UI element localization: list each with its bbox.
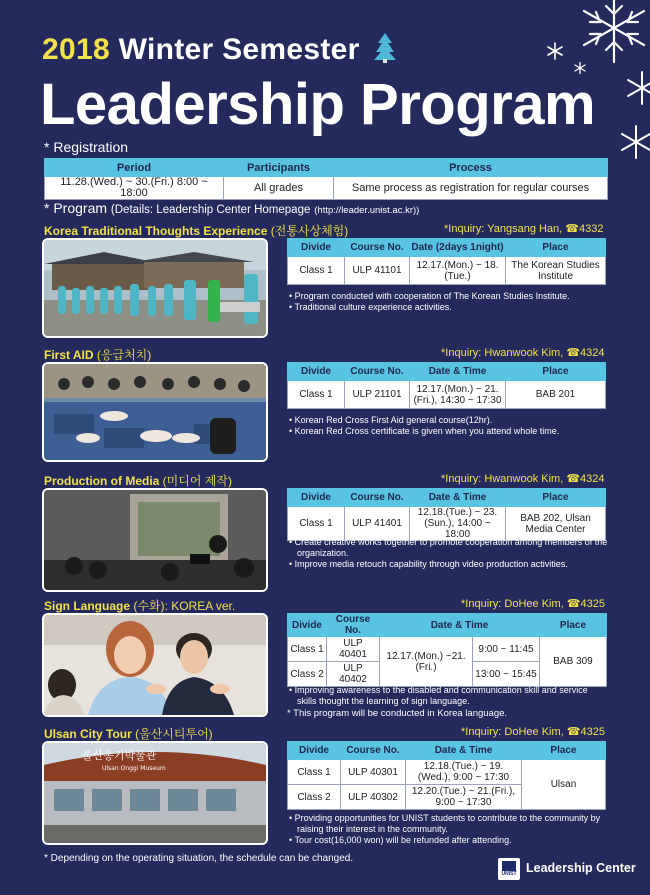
table-cell: ULP 41401 [345,507,410,541]
schedule-note: * Depending on the operating situation, the schedule can be changed. [44,853,354,864]
column-header: Date & Time [410,363,506,381]
snowflake-decoration-large [578,0,650,70]
column-header: Date (2days 1night) [410,239,506,257]
museum-sign-subtext: Ulsan Onggi Museum [102,765,166,772]
inquiry-contact: *Inquiry: Yangsang Han, ☎4332 [444,223,604,235]
section-title-korean: (응급처치) [93,348,152,362]
section-bullets [289,291,609,313]
section-title-text: First AID [44,348,94,362]
section-bullets [289,813,609,846]
period-cell: 11.28.(Wed.) ~ 30.(Fri.) 8:00 ~ 18:00 [45,177,224,200]
homepage-link[interactable]: (http://leader.unist.ac.kr)) [314,205,420,216]
table-row [288,381,606,409]
table-row [45,177,608,200]
inquiry-contact: *Inquiry: DoHee Kim, ☎4325 [461,726,605,738]
bullet-item: • Improve media retouch capability through video production activities. [289,559,568,569]
section-title-text: Ulsan City Tour [44,727,132,741]
bullet-item: • Korean Red Cross First Aid general course(12hr). [289,415,493,425]
table-row [288,257,606,285]
language-note: * This program will be conducted in Korea language. [287,708,508,719]
table-cell: 12.17.(Mon.) ~ 18.(Tue.) [410,257,506,285]
table-cell: 13:00 ~ 15:45 [473,662,540,687]
section-title-korean: (수화): KOREA ver. [130,599,236,613]
table-cell: ULP 21101 [345,381,410,409]
program-details: (Details: Leadership Center Homepage [110,204,311,216]
section-title-city-tour [44,725,213,742]
table-row [288,637,607,662]
program-label: * Program [44,200,108,216]
column-header: Place [522,742,606,760]
bullet-item: • Program conducted with cooperation of The Korean Studies Institute. [289,291,570,301]
section-title-korean: (미디어 제작) [159,474,232,488]
inquiry-contact: *Inquiry: Hwanwook Kim, ☎4324 [441,473,605,485]
semester-label: Winter Semester [118,33,360,66]
column-header: Course No. [345,239,410,257]
column-header: Divide [288,363,345,381]
table-cell: BAB 201 [506,381,606,409]
sign-language-photo [42,613,268,717]
table-cell: Class 2 [288,785,341,810]
bullet-item: • Create creative works together to promote cooperation among members of the organization. [289,537,608,558]
table-cell: BAB 309 [540,637,607,687]
column-header: Date & Time [410,489,506,507]
bullet-item: • Tour cost(16,000 won) will be refunded after attending. [289,835,512,845]
table-cell: ULP 40401 [327,637,380,662]
table-cell: Class 1 [288,381,345,409]
semester-title [42,33,396,67]
section-title-text: Korea Traditional Thoughts Experience [44,224,268,238]
process-cell: Same process as registration for regular courses [334,177,608,200]
table-cell: Class 1 [288,257,345,285]
column-header: Course No. [345,363,410,381]
christmas-tree-icon [374,33,396,63]
section-title-text: Sign Language [44,599,131,613]
section-bullets [289,537,609,570]
course-table-first-aid [287,362,606,409]
section-title-media [44,472,232,489]
column-header: Date & Time [380,614,540,637]
unist-logo [498,858,520,880]
table-cell: 12.18.(Tue.) ~ 19.(Wed.), 9:00 ~ 17:30 [406,760,522,785]
table-cell: 12.20.(Tue.) ~ 21.(Fri.), 9:00 ~ 17:30 [406,785,522,810]
table-cell: Class 1 [288,507,345,541]
table-cell: Class 1 [288,760,341,785]
column-header: Divide [288,239,345,257]
program-heading [44,200,419,216]
column-header: Course No. [345,489,410,507]
snowflake-decoration [618,124,650,160]
section-bullets [289,415,609,437]
traditional-experience-photo [42,238,268,338]
registration-table [44,158,608,200]
media-production-photo [42,488,268,592]
leadership-center-label: Leadership Center [526,861,636,875]
registration-heading: * Registration [44,139,129,155]
bullet-item: • Traditional culture experience activities. [289,302,452,312]
table-cell: The Korean Studies Institute [506,257,606,285]
column-header: Place [506,363,606,381]
table-cell: Class 2 [288,662,327,687]
column-header: Course No. [341,742,406,760]
snowflake-decoration [546,42,564,60]
bullet-item: • Providing opportunities for UNIST students to contribute to the community by raising their interest in the community. [289,813,601,834]
section-title-sign-language [44,597,235,614]
table-cell: Ulsan [522,760,606,810]
column-header: Divide [288,742,341,760]
snowflake-decoration [624,70,650,106]
course-table-sign-language [287,613,607,687]
course-table-media [287,488,606,541]
section-title-text: Production of Media [44,474,160,488]
program-title: Leadership Program [40,72,596,137]
table-cell: Class 1 [288,637,327,662]
section-title-first-aid [44,346,151,363]
column-header: Divide [288,489,345,507]
section-bullets [289,685,609,707]
section-title-traditional [44,222,348,239]
table-row [288,760,606,785]
city-tour-photo [42,741,268,845]
table-cell: ULP 40402 [327,662,380,687]
column-header: Process [334,159,608,177]
section-title-korean: (전통사상체험) [267,224,349,238]
inquiry-contact: *Inquiry: DoHee Kim, ☎4325 [461,598,605,610]
course-table-city-tour [287,741,606,810]
participants-cell: All grades [224,177,334,200]
bullet-item: • Korean Red Cross certificate is given when you attend whole time. [289,426,560,436]
logo-text: UNIST [501,871,517,877]
table-cell: 12.17.(Mon.) ~ 21.(Fri.), 14:30 ~ 17:30 [410,381,506,409]
section-title-korean: (울산시티투어) [131,727,213,741]
year: 2018 [42,33,110,66]
table-cell: 9:00 ~ 11:45 [473,637,540,662]
column-header: Place [506,489,606,507]
museum-sign-text: 울산옹기박물관 [82,749,157,762]
column-header: Divide [288,614,327,637]
table-cell: 12.17.(Mon.) ~21.(Fri.) [380,637,473,687]
column-header: Course No. [327,614,380,637]
table-cell: BAB 202, Ulsan Media Center [506,507,606,541]
table-row [288,507,606,541]
first-aid-photo [42,362,268,462]
column-header: Place [540,614,607,637]
column-header: Participants [224,159,334,177]
column-header: Period [45,159,224,177]
column-header: Date & Time [406,742,522,760]
table-cell: ULP 41101 [345,257,410,285]
logo-mark [502,861,516,871]
course-table-traditional [287,238,606,285]
bullet-item: • Improving awareness to the disabled and communication skill and service skills thought the learning of sign language. [289,685,588,706]
table-cell: ULP 40301 [341,760,406,785]
table-cell: ULP 40302 [341,785,406,810]
column-header: Place [506,239,606,257]
table-cell: 12.18.(Tue.) ~ 23.(Sun.), 14:00 ~ 18:00 [410,507,506,541]
inquiry-contact: *Inquiry: Hwanwook Kim, ☎4324 [441,347,605,359]
